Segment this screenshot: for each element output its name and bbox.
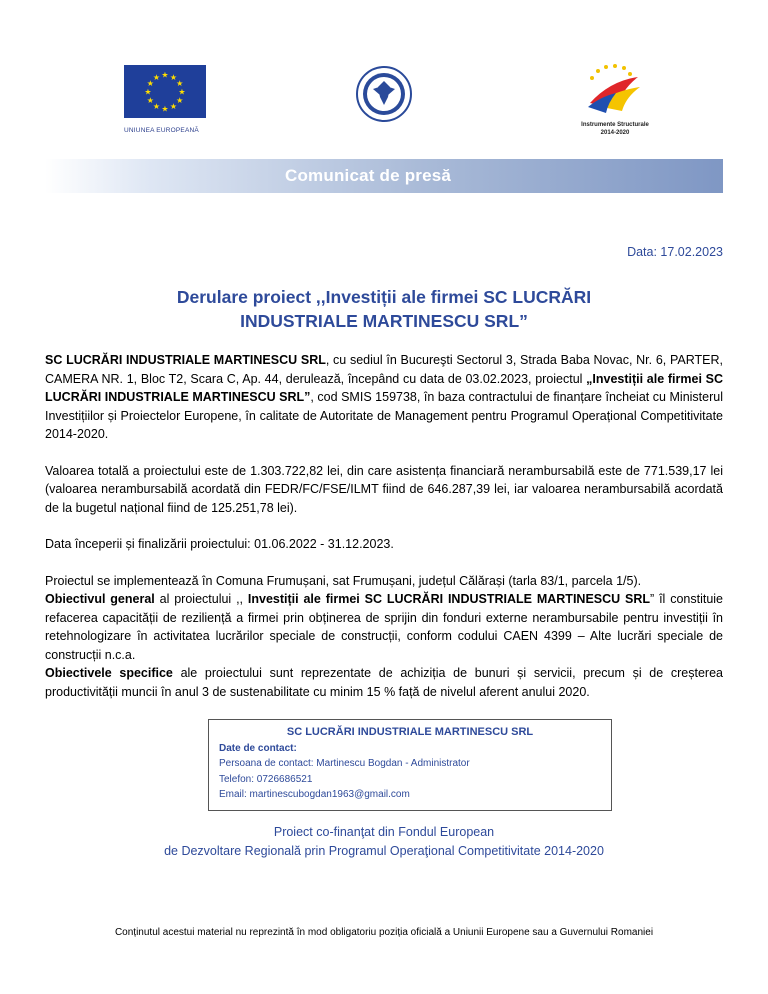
logo-strip (0, 60, 768, 160)
eu-logo (124, 65, 208, 134)
contact-heading: Date de contact: (219, 743, 297, 754)
eu-star-icon: ★ (169, 72, 178, 82)
structural-instruments-label-line1: Instrumente Structurale (581, 122, 649, 128)
contact-person-label: Persoana de contact: (219, 758, 317, 769)
romanian-government-seal-icon (355, 65, 413, 123)
general-objective-label: Obiectivul general (45, 592, 155, 606)
contact-person-name: Martinescu Bogdan - Administrator (316, 758, 470, 769)
eu-star-icon: ★ (152, 102, 161, 112)
intro-text-1: , cu sediul în Bucureşti Sectorul 3, Strada Baba Novac, Nr. 6, PARTER, CAMERA NR. 1, Bloc T2, Scara C, Ap. 44, derulează, începând cu data de 03.02.2023, proiectul (45, 353, 724, 386)
eu-star-icon: ★ (146, 79, 154, 88)
eu-logo-label: UNIUNEA EUROPEANĂ (124, 127, 199, 134)
title-line-2: INDUSTRIALE MARTINESCU SRL” (240, 311, 528, 331)
paragraph-specific-objectives (45, 664, 723, 701)
specific-objectives-text: ale proiectului sunt reprezentate de achiziția de bunuri și servicii, precum și de creșterea productivității muncii în anul 3 de sustenabilitate cu minim 15 % față de nivelul aferent anului 2020. (45, 666, 723, 699)
banner-title: Comunicat de presă (285, 166, 452, 185)
project-name: „Investiții ale firmei SC LUCRĂRI INDUSTRIALE MARTINESCU SRL” (45, 371, 723, 404)
cofinancing-note (45, 823, 723, 861)
specific-objectives-label: Obiectivele specifice (45, 666, 173, 680)
contact-person (219, 756, 601, 772)
release-date: Data: 17.02.2023 (627, 245, 723, 259)
eu-star-icon: ★ (176, 79, 184, 88)
company-name: SC LUCRĂRI INDUSTRIALE MARTINESCU SRL (45, 353, 326, 367)
paragraph-value: Valoarea totală a proiectului este de 1.303.722,82 lei, din care asistența financiară nerambursabilă este de 771.539,17 lei (valoarea nerambursabilă acordată din FEDR/FC/FSE/ILMT fiind de 646.287,39 lei, iar valoarea nerambursabilă acordată de la bugetul național fiind de 125.251,78 lei). (45, 463, 723, 515)
press-release-banner (45, 159, 723, 193)
eu-star-icon: ★ (169, 102, 178, 112)
cofinancing-line-2: de Dezvoltare Regională prin Programul Operaţional Competitivitate 2014-2020 (164, 844, 604, 858)
contact-phone: Telefon: 0726686521 (219, 773, 313, 785)
disclaimer: Conținutul acestui material nu reprezintă în mod obligatoriu poziția oficială a Uniunii Europene sau a Guvernului Romaniei (114, 927, 654, 938)
press-release-body (45, 351, 723, 701)
eu-star-icon: ★ (161, 70, 169, 80)
eu-flag-icon (124, 65, 206, 118)
structural-instruments-icon (570, 63, 660, 115)
contact-company: SC LUCRĂRI INDUSTRIALE MARTINESCU SRL (286, 726, 534, 738)
general-objective-project: Investiții ale firmei SC LUCRĂRI INDUSTRIALE MARTINESCU SRL (247, 592, 651, 606)
page-title (45, 285, 723, 333)
structural-instruments-label (570, 121, 660, 137)
eu-star-icon: ★ (178, 87, 186, 97)
general-objective-text-1: al proiectului ,, (154, 592, 248, 606)
structural-instruments-label-line2: 2014-2020 (600, 130, 630, 136)
paragraph-location: Proiectul se implementează în Comuna Frumușani, sat Frumușani, județul Călărași (tarla 83/1, parcela 1/5). (45, 573, 642, 588)
eu-star-icon: ★ (152, 72, 161, 82)
contact-box (208, 719, 612, 811)
eu-star-icon: ★ (176, 96, 184, 105)
structural-instruments-logo (570, 63, 660, 137)
paragraph-dates: Data începerii și finalizării proiectului: 01.06.2022 - 31.12.2023. (45, 537, 394, 551)
paragraph-intro (45, 351, 723, 444)
general-objective-text-2: ” îl constituie refacerea capacității de reziliență a firmei prin obținerea de sprijin din fonduri externe nerambursabile pentru investiții în retehnologizare în activitatea lucrărilor speciale de construcții, conform codului CAEN 4399 – Alte lucrări speciale de construcții n.c.a. (45, 592, 723, 662)
eu-star-icon: ★ (144, 87, 152, 97)
paragraph-general-objective (45, 590, 723, 664)
intro-text-2: , cod SMIS 159738, în baza contractului de finanțare încheiat cu Ministerul Investițiilor și Proiectelor Europene, în calitate de Autoritate de Management pentru Programul Operațional Competitivitate 2014-2020. (45, 390, 723, 441)
cofinancing-line-1: Proiect co-finanţat din Fondul European (273, 825, 495, 839)
title-line-1: Derulare proiect ,,Investiții ale firmei SC LUCRĂRI (176, 287, 592, 307)
contact-email[interactable]: Email: martinescubogdan1963@gmail.com (219, 789, 410, 800)
eu-star-icon: ★ (146, 96, 154, 105)
eu-star-icon: ★ (161, 104, 169, 114)
